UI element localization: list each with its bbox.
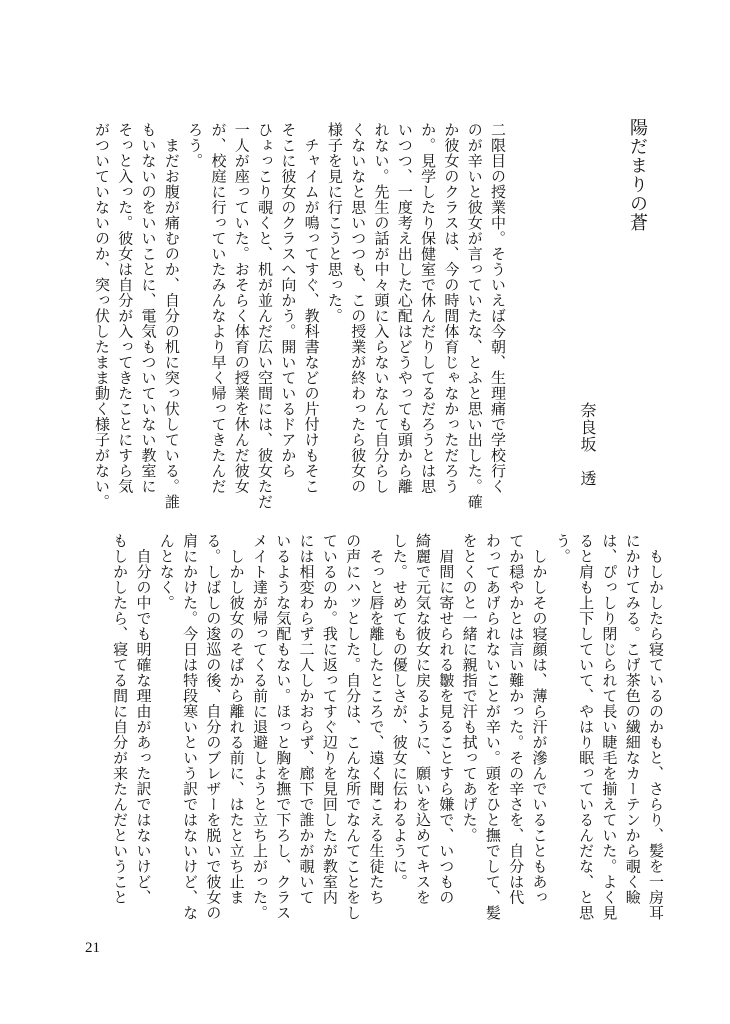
text-column: ひょっこり覗くと、机が並んだ広い空間には、彼女ただ [256, 122, 275, 510]
text-column: そこに彼女のクラスへ向かう。開いているドアから [279, 122, 298, 479]
text-column: は、ぴっしり閉じられて長い睫毛を揃えていた。よく見 [600, 533, 619, 921]
text-column: の声にハッとした。自分は、こんな所でなんてことをし [344, 533, 363, 921]
text-column: そっと唇を離したところで、遠く聞こえる生徒たち [367, 533, 386, 905]
text-column: ているのか。我に返ってすぐ辺りを見回したが教室内 [320, 533, 339, 905]
text-column: う。 [553, 533, 572, 564]
text-column: ると肩も上下していて、やはり眠っているんだな、と思 [577, 533, 596, 921]
text-column: がついていないのか、突っ伏したまま動く様子がない。 [92, 122, 111, 510]
text-column: 肩にかけた。今日は特段寒いという訳ではないけど、な [181, 533, 200, 921]
text-column: には相変わらず二人しかおらず、廊下で誰かが覗いて [297, 533, 316, 905]
text-column: 二限目の授業中。そういえば今朝、生理痛で学校行く [489, 122, 507, 494]
text-column: いるような気配もない。ほっと胸を撫で下ろし、クラス [274, 533, 293, 921]
text-column: まだお腹が痛むのか、自分の机に突っ伏している。誰 [162, 122, 181, 510]
text-column: もいないのをいいことに、電気もついていない教室に [139, 122, 158, 494]
text-column: もしかしたら寝ているのかもと、さらり、髪を一房耳 [647, 533, 665, 921]
text-column: にかけてみる。こげ茶色の繊細なカーテンから覗く瞼 [623, 533, 642, 905]
text-column: か。見学したり保健室で休んだりしてるだろうとは思 [419, 122, 438, 494]
text-column: のが辛いと彼女が言っていたな、とふと思い出した。確 [465, 122, 484, 510]
story-title: 陽だまりの蒼 [627, 118, 648, 232]
body-text-lower [89, 533, 667, 921]
text-column: そっと入った。彼女は自分が入ってきたことにすら気 [116, 122, 135, 494]
text-column: をとくのと一緒に親指で汗も拭ってあげた。 [460, 533, 479, 843]
page-number: 21 [85, 940, 100, 956]
text-column: メイト達が帰ってくる前に退避しようと立ち上がった。 [250, 533, 269, 921]
text-column: わってあげられないことが辛い。頭をひと撫でして、髪 [483, 533, 502, 921]
text-column: しかしその寝顔は、薄ら汗が滲んでいることもあっ [530, 533, 549, 905]
text-column: んとなく。 [157, 533, 176, 611]
text-column: チャイムが鳴ってすぐ、教科書などの片付けもそこ [302, 122, 321, 494]
text-column: ろう。 [186, 122, 205, 169]
text-column: 自分の中でも明確な理由があった訳ではないけど、 [134, 533, 153, 905]
text-column: くないなと思いつつも、この授業が終わったら彼女の [349, 122, 368, 494]
text-column: 一人が座っていた。おそらく体育の授業を休んだ彼女 [232, 122, 251, 494]
text-column: る。しばしの逡巡の後、自分のブレザーを脱いで彼女の [204, 533, 223, 921]
text-column: 綺麗で元気な彼女に戻るように、願いを込めてキスを [414, 533, 433, 905]
text-column: もしかしたら、寝てる間に自分が来たんだということ [111, 533, 130, 905]
text-column: が、校庭に行っていたみんなより早く帰ってきたんだ [209, 122, 228, 494]
text-column: いつつ、一度考え出した心配はどうやっても頭から離 [395, 122, 414, 494]
body-text-upper [89, 122, 509, 510]
text-column: か彼女のクラスは、今の時間体育じゃなかっただろう [442, 122, 461, 494]
text-column: 様子を見に行こうと思った。 [325, 122, 344, 324]
text-column: した。せめてもの優しさが、彼女に伝わるように。 [390, 533, 409, 890]
text-column: 眉間に寄せられる皺を見ることすら嫌で、いつもの [437, 533, 456, 905]
text-column: れない。先生の話が中々頭に入らないなんて自分らし [372, 122, 391, 494]
text-column: しかし彼女のそばから離れる前に、はたと立ち止ま [227, 533, 246, 905]
author-name: 奈良坂 透 [578, 402, 597, 487]
text-column: てか穏やかとは言い難かった。その辛さを、自分は代 [507, 533, 526, 905]
